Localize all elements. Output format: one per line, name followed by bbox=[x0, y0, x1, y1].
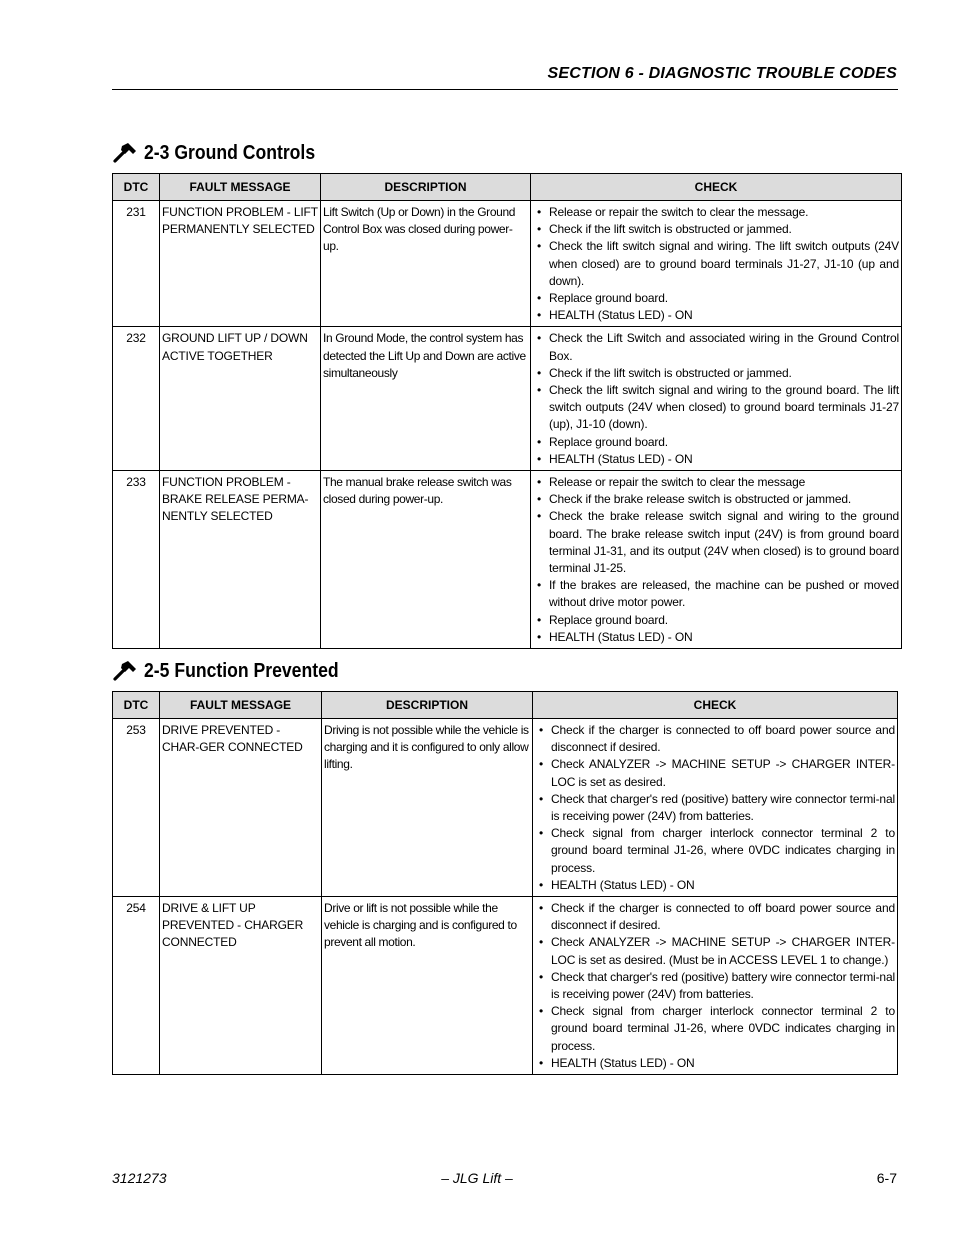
section-header-title: SECTION 6 - DIAGNOSTIC TROUBLE CODES bbox=[547, 65, 897, 82]
fault-description: Drive or lift is not possible while the vehicle is charging and is configured to prevent all motion. bbox=[322, 897, 533, 1075]
check-list bbox=[533, 204, 899, 324]
check-item: • Check signal from charger interlock connector terminal 2 to ground board terminal J1-26, where 0VDC indicates charging in process. bbox=[535, 825, 895, 877]
check-item: • If the brakes are released, the machine can be pushed or moved without drive motor power. bbox=[533, 577, 899, 611]
section-title: 2-5 Function Prevented bbox=[144, 659, 339, 682]
table-row bbox=[113, 201, 902, 327]
table-row bbox=[113, 719, 898, 897]
col-header-dtc: DTC bbox=[113, 174, 160, 201]
dtc-code: 254 bbox=[113, 897, 160, 1075]
check-list-cell bbox=[533, 719, 898, 897]
check-item: • Check the brake release switch signal and wiring to the ground board. The brake release switch input (24V) is from ground board terminal J1-31, and its output (24V when closed) is to ground board terminal J1-25. bbox=[533, 508, 899, 577]
col-header-check: CHECK bbox=[533, 692, 898, 719]
table-row bbox=[113, 327, 902, 471]
header-divider bbox=[112, 89, 898, 90]
check-item: • Check if the charger is connected to off board power source and disconnect if desired. bbox=[535, 722, 895, 756]
check-item: • HEALTH (Status LED) - ON bbox=[533, 307, 899, 324]
check-item: • HEALTH (Status LED) - ON bbox=[535, 877, 895, 894]
section-heading-ground-controls bbox=[112, 140, 338, 166]
fault-description: The manual brake release switch was closed during power-up. bbox=[321, 471, 531, 649]
check-list-cell bbox=[531, 327, 902, 471]
dtc-table-ground-controls bbox=[112, 173, 902, 649]
fault-message: FUNCTION PROBLEM - BRAKE RELEASE PERMA-NENTLY SELECTED bbox=[160, 471, 321, 649]
col-header-fault: FAULT MESSAGE bbox=[160, 692, 322, 719]
check-item: • Check if the lift switch is obstructed or jammed. bbox=[533, 365, 899, 382]
section-title: 2-3 Ground Controls bbox=[144, 141, 316, 164]
dtc-code: 253 bbox=[113, 719, 160, 897]
check-item: • Check the Lift Switch and associated wiring in the Ground Control Box. bbox=[533, 330, 899, 364]
check-item: • Replace ground board. bbox=[533, 612, 899, 629]
fault-message: DRIVE & LIFT UP PREVENTED - CHARGER CONNECTED bbox=[160, 897, 322, 1075]
check-item: • Check ANALYZER -> MACHINE SETUP -> CHARGER INTER-LOC is set as desired. bbox=[535, 756, 895, 790]
check-item: • Check the lift switch signal and wiring. The lift switch outputs (24V when closed) are to ground board terminals J1-27, J1-10 (up and down). bbox=[533, 238, 899, 290]
check-list bbox=[533, 474, 899, 646]
col-header-fault: FAULT MESSAGE bbox=[160, 174, 321, 201]
fault-description: In Ground Mode, the control system has detected the Lift Up and Down are active simultaneously bbox=[321, 327, 531, 471]
check-item: • Check if the charger is connected to off board power source and disconnect if desired. bbox=[535, 900, 895, 934]
check-item: • Release or repair the switch to clear the message bbox=[533, 474, 899, 491]
check-item: • Check that charger's red (positive) battery wire connector termi-nal is receiving power (24V) from batteries. bbox=[535, 791, 895, 825]
dtc-code: 232 bbox=[113, 327, 160, 471]
fault-message: GROUND LIFT UP / DOWN ACTIVE TOGETHER bbox=[160, 327, 321, 471]
table-row bbox=[113, 897, 898, 1075]
hammer-icon bbox=[112, 659, 138, 683]
check-list bbox=[533, 330, 899, 468]
fault-description: Lift Switch (Up or Down) in the Ground Control Box was closed during power-up. bbox=[321, 201, 531, 327]
check-item: • Check the lift switch signal and wiring to the ground board. The lift switch outputs (24V when closed) to ground board terminals J1-27 (up), J1-10 (down). bbox=[533, 382, 899, 434]
check-item: • Check ANALYZER -> MACHINE SETUP -> CHARGER INTER-LOC is set as desired. (Must be in ACCESS LEVEL 1 to change.) bbox=[535, 934, 895, 968]
check-list-cell bbox=[531, 471, 902, 649]
fault-description: Driving is not possible while the vehicle is charging and it is configured to only allow lifting. bbox=[322, 719, 533, 897]
col-header-check: CHECK bbox=[531, 174, 902, 201]
table-header-row bbox=[113, 692, 898, 719]
dtc-code: 231 bbox=[113, 201, 160, 327]
check-item: • Check if the lift switch is obstructed or jammed. bbox=[533, 221, 899, 238]
col-header-dtc: DTC bbox=[113, 692, 160, 719]
check-item: • Check signal from charger interlock connector terminal 2 to ground board terminal J1-26, where 0VDC indicates charging in process. bbox=[535, 1003, 895, 1055]
col-header-description: DESCRIPTION bbox=[321, 174, 531, 201]
fault-message: FUNCTION PROBLEM - LIFT PERMANENTLY SELECTED bbox=[160, 201, 321, 327]
check-item: • Replace ground board. bbox=[533, 290, 899, 307]
section-heading-function-prevented bbox=[112, 658, 365, 684]
dtc-code: 233 bbox=[113, 471, 160, 649]
footer-doc-number: 3121273 bbox=[112, 1170, 167, 1186]
check-item: • HEALTH (Status LED) - ON bbox=[533, 629, 899, 646]
check-list bbox=[535, 900, 895, 1072]
footer-publisher: – JLG Lift – bbox=[441, 1170, 513, 1186]
hammer-icon bbox=[112, 141, 138, 165]
check-item: • Release or repair the switch to clear the message. bbox=[533, 204, 899, 221]
footer-page-number: 6-7 bbox=[876, 1170, 897, 1186]
fault-message: DRIVE PREVENTED - CHAR-GER CONNECTED bbox=[160, 719, 322, 897]
check-item: • Replace ground board. bbox=[533, 434, 899, 451]
check-list-cell bbox=[533, 897, 898, 1075]
col-header-description: DESCRIPTION bbox=[322, 692, 533, 719]
check-item: • Check that charger's red (positive) battery wire connector termi-nal is receiving power (24V) from batteries. bbox=[535, 969, 895, 1003]
check-item: • Check if the brake release switch is obstructed or jammed. bbox=[533, 491, 899, 508]
check-item: • HEALTH (Status LED) - ON bbox=[533, 451, 899, 468]
check-item: • HEALTH (Status LED) - ON bbox=[535, 1055, 895, 1072]
dtc-table-function-prevented bbox=[112, 691, 898, 1075]
check-list bbox=[535, 722, 895, 894]
table-row bbox=[113, 471, 902, 649]
check-list-cell bbox=[531, 201, 902, 327]
table-header-row bbox=[113, 174, 902, 201]
